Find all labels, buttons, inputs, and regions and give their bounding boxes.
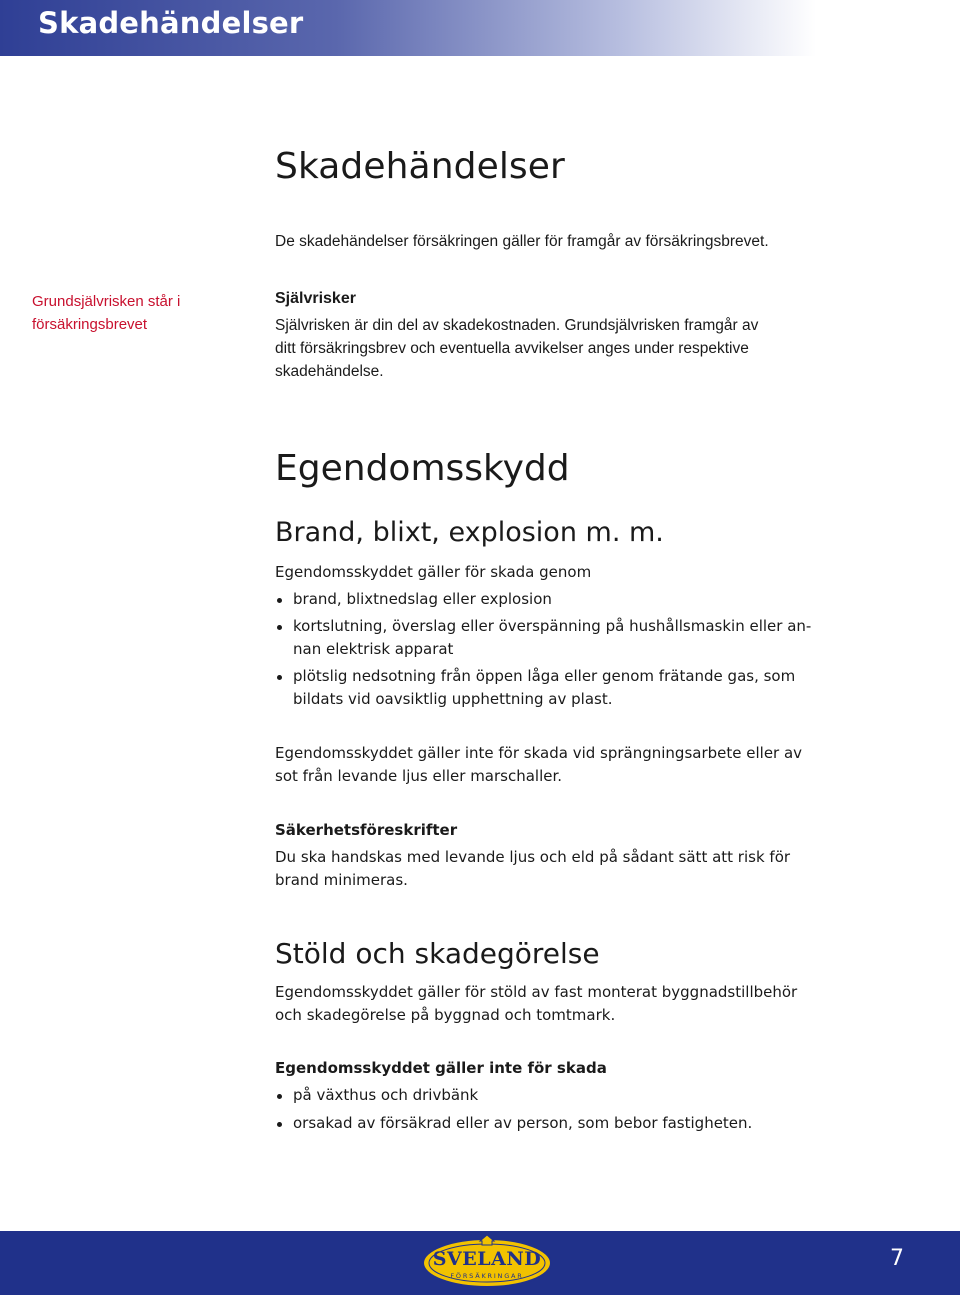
- list-item-line: orsakad av försäkrad eller av person, som bebor fastigheten.: [293, 1114, 753, 1132]
- sjalvrisker-heading: Självrisker: [275, 290, 356, 307]
- list-item-line: nan elektrisk apparat: [293, 640, 454, 658]
- list-item: [275, 665, 855, 711]
- list-item-line: brand, blixtnedslag eller explosion: [293, 590, 552, 608]
- stold-exclusion-list: [275, 1084, 855, 1135]
- list-item: [275, 615, 855, 661]
- list-item-line: bildats vid oavsiktlig upphettning av plast.: [293, 690, 613, 708]
- sjalvrisker-section: [275, 287, 875, 383]
- egendomsskydd-intro: Egendomsskyddet gäller för skada genom: [275, 563, 592, 581]
- list-item-line: plötslig nedsotning från öppen låga eller genom frätande gas, som: [293, 667, 796, 685]
- sjalvrisker-line: ditt försäkringsbrev och eventuella avvikelser anges under respektive: [275, 340, 749, 357]
- bullet-icon: [277, 675, 282, 680]
- intro-text: De skadehändelser försäkringen gäller för framgår av försäkringsbrevet.: [275, 233, 769, 250]
- exclusion-line: Egendomsskyddet gäller inte för skada vid sprängningsarbete eller av: [275, 744, 803, 762]
- stold-exclusion: [275, 1057, 855, 1135]
- safety-section: [275, 819, 855, 892]
- bullet-icon: [277, 598, 282, 603]
- sidebar-note-line: Grundsjälvrisken står i: [32, 293, 181, 310]
- egendomsskydd-heading: Egendomsskydd: [275, 448, 570, 489]
- safety-line: Du ska handskas med levande ljus och eld på sådant sätt att risk för: [275, 848, 791, 866]
- page-number: 7: [890, 1246, 904, 1271]
- sjalvrisker-line: Självrisken är din del av skadekostnaden. Grundsjälvrisken framgår av: [275, 317, 759, 334]
- stold-line: Egendomsskyddet gäller för stöld av fast monterat byggnadstillbehör: [275, 983, 798, 1001]
- list-item: [275, 588, 855, 611]
- bullet-icon: [277, 1122, 282, 1127]
- bullet-icon: [277, 1094, 282, 1099]
- list-item-line: på växthus och drivbänk: [293, 1086, 479, 1104]
- list-item-line: kortslutning, överslag eller överspänning på hushållsmaskin eller an-: [293, 617, 812, 635]
- safety-line: brand minimeras.: [275, 871, 408, 889]
- logo-text: SVELAND: [432, 1248, 542, 1270]
- stold-line: och skadegörelse på byggnad och tomtmark.: [275, 1006, 616, 1024]
- exclusion-line: sot från levande ljus eller marschaller.: [275, 767, 563, 785]
- bullet-icon: [277, 625, 282, 630]
- page-title: Skadehändelser: [275, 146, 565, 187]
- list-item: [275, 1084, 855, 1107]
- egendomsskydd-bullet-list: [275, 588, 855, 711]
- safety-heading: Säkerhetsföreskrifter: [275, 821, 458, 839]
- sidebar-note-line: försäkringsbrevet: [32, 316, 148, 333]
- stold-heading: Stöld och skadegörelse: [275, 937, 600, 970]
- egendomsskydd-exclusion: [275, 742, 855, 788]
- list-item: [275, 1112, 855, 1135]
- stold-body: [275, 981, 855, 1027]
- egendomsskydd-body: [275, 561, 855, 711]
- logo-subtext: FÖRSÄKRINGAR: [450, 1272, 524, 1280]
- sidebar-note: [32, 290, 252, 336]
- sjalvrisker-line: skadehändelse.: [275, 363, 384, 380]
- header-title: Skadehändelser: [38, 6, 304, 40]
- egendomsskydd-subheading: Brand, blixt, explosion m. m.: [275, 517, 664, 548]
- stold-exclusion-heading: Egendomsskyddet gäller inte för skada: [275, 1059, 607, 1077]
